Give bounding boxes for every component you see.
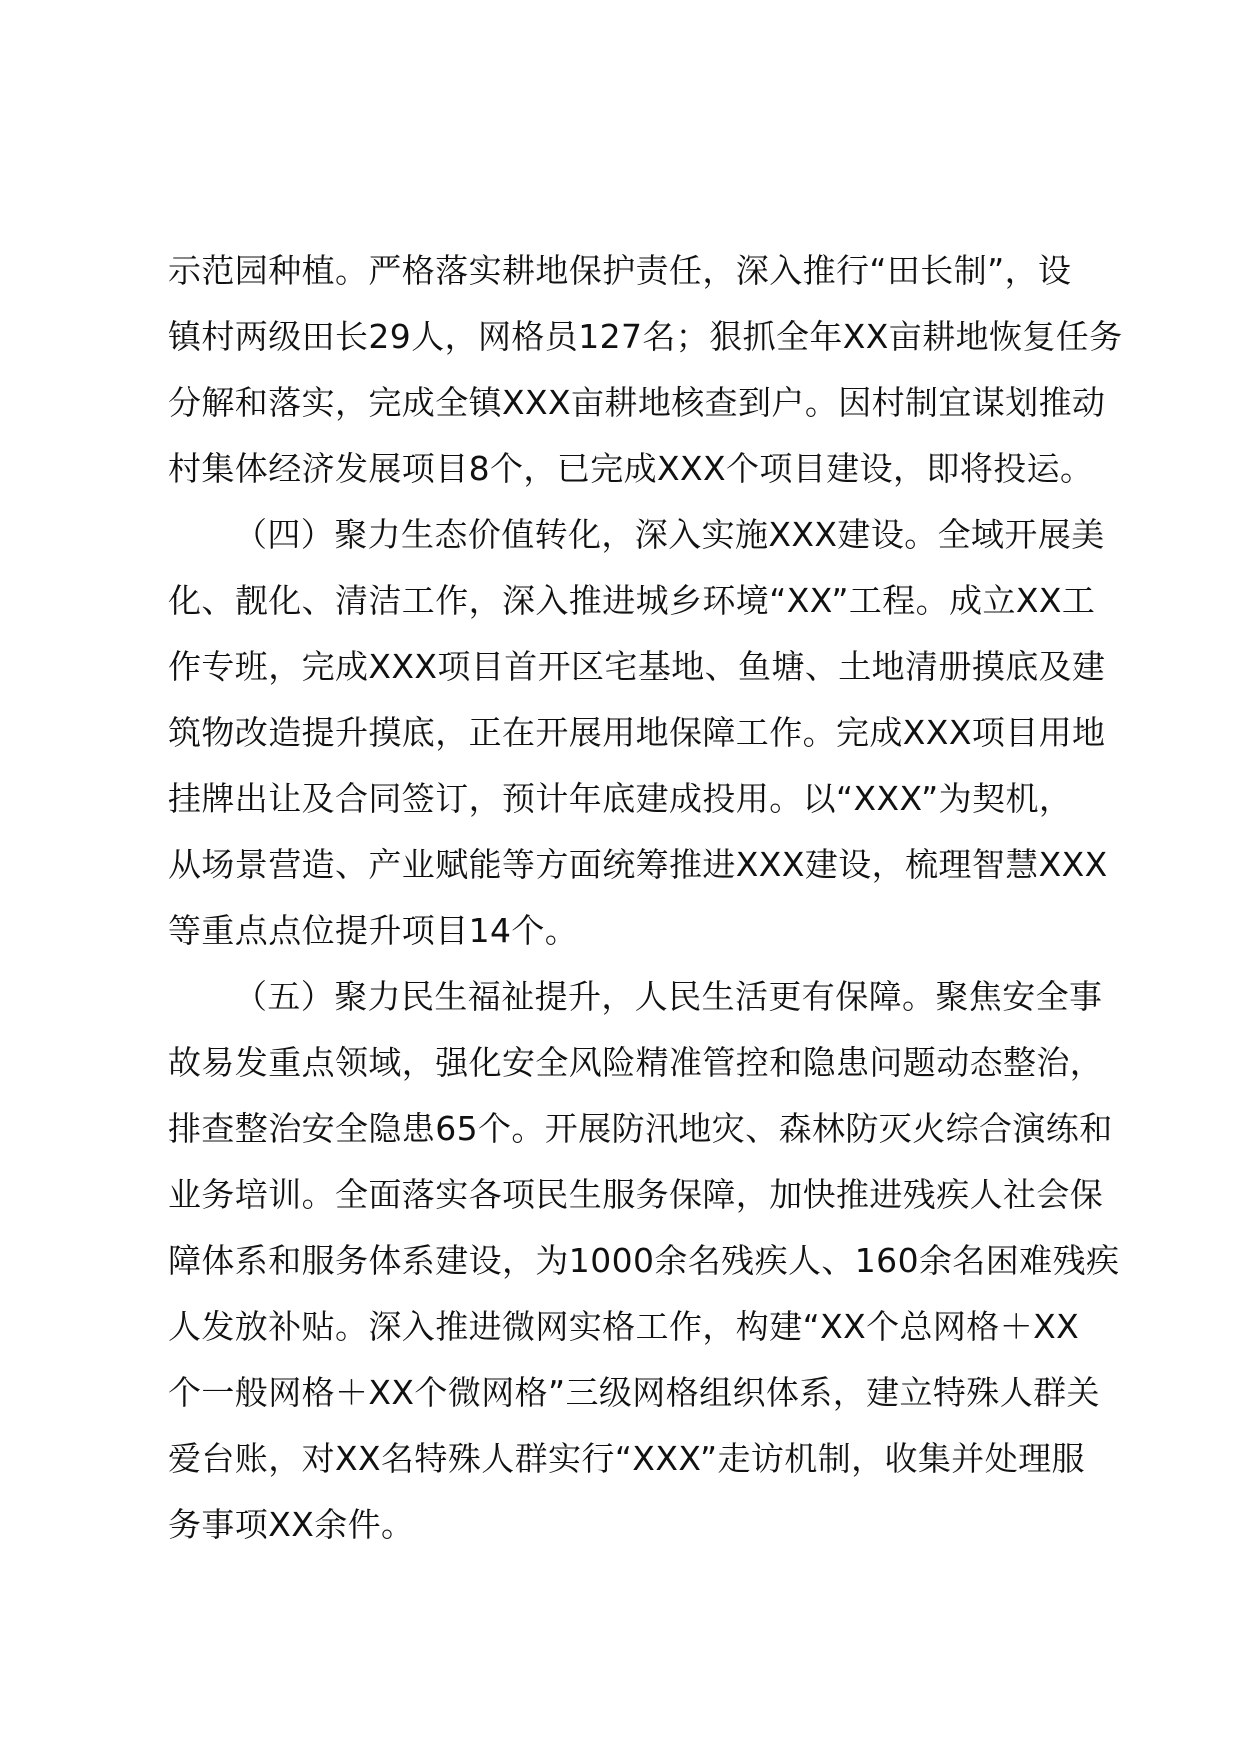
text-line: 障体系和服务体系建设，为1000余名残疾人、160余名困难残疾 [168, 1241, 1120, 1280]
section-heading-5: （五）聚力民生福祉提升，人民生活更有保障。聚焦安全事 [234, 977, 1103, 1016]
text-line: 人发放补贴。深入推进微网实格工作，构建“XX个总网格＋XX [168, 1307, 1080, 1346]
text-line: 故易发重点领域，强化安全风险精准管控和隐患问题动态整治， [168, 1043, 1104, 1082]
section-heading-4: （四）聚力生态价值转化，深入实施XXX建设。全域开展美 [234, 515, 1105, 554]
text-line: 务事项XX余件。 [168, 1505, 415, 1544]
text-line: 分解和落实，完成全镇XXX亩耕地核查到户。因村制宜谋划推动 [168, 383, 1106, 422]
text-line: 镇村两级田长29人，网格员127名；狠抓全年XX亩耕地恢复任务 [168, 317, 1123, 356]
text-line: 业务培训。全面落实各项民生服务保障，加快推进残疾人社会保 [168, 1175, 1104, 1214]
text-line: 筑物改造提升摸底，正在开展用地保障工作。完成XXX项目用地 [168, 713, 1106, 752]
text-line: 挂牌出让及合同签订，预计年底建成投用。以“XXX”为契机， [168, 779, 1073, 818]
text-line: 爱台账，对XX名特殊人群实行“XXX”走访机制，收集并处理服 [168, 1439, 1085, 1478]
text-line: 化、靓化、清洁工作，深入推进城乡环境“XX”工程。成立XX工 [168, 581, 1096, 620]
text-line: 个一般网格＋XX个微网格”三级网格组织体系，建立特殊人群关 [168, 1373, 1100, 1412]
text-line: 示范园种植。严格落实耕地保护责任，深入推行“田长制”，设 [168, 251, 1072, 290]
text-line: 等重点点位提升项目14个。 [168, 911, 579, 950]
body-text [168, 238, 1123, 1558]
text-line: 村集体经济发展项目8个，已完成XXX个项目建设，即将投运。 [168, 449, 1094, 488]
text-line: 排查整治安全隐患65个。开展防汛地灾、森林防灭火综合演练和 [168, 1109, 1113, 1148]
text-line: 从场景营造、产业赋能等方面统筹推进XXX建设，梳理智慧XXX [168, 845, 1108, 884]
text-line: 作专班，完成XXX项目首开区宅基地、鱼塘、土地清册摸底及建 [168, 647, 1106, 686]
